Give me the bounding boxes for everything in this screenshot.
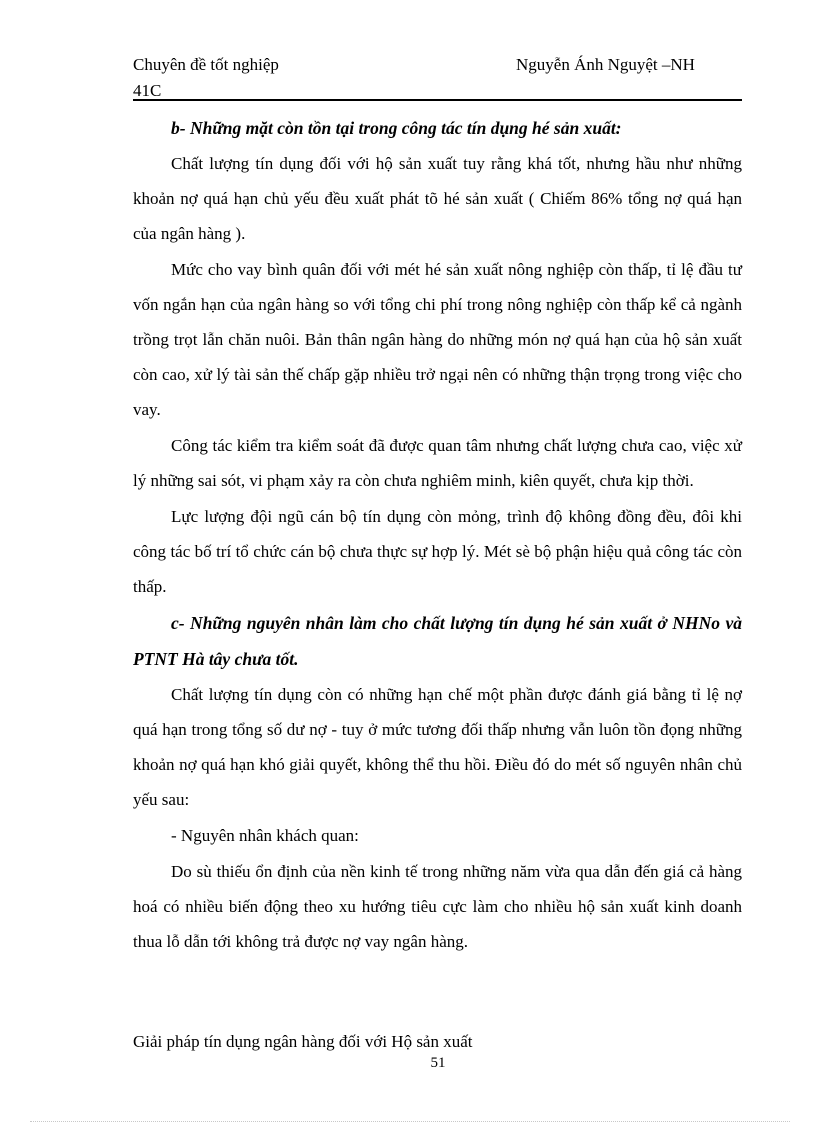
section-heading-c: c- Những nguyên nhân làm cho chất lượng tín dụng hé sản xuất ở NHNo và PTNT Hà tây chưa tốt. <box>133 613 742 669</box>
header-subject: Chuyên đề tốt nghiệp <box>133 55 279 74</box>
paragraph-inspection: Công tác kiểm tra kiểm soát đã được quan tâm nhưng chất lượng chưa cao, việc xử lý những sai sót, vi phạm xảy ra còn chưa nghiêm minh, kiên quyết, chưa kịp thời. <box>133 436 742 490</box>
section-heading-b: b- Những mặt còn tồn tại trong công tác tín dụng hé sản xuất: <box>171 118 622 138</box>
paragraph-credit-quality: Chất lượng tín dụng đối với hộ sản xuất tuy rằng khá tốt, nhưng hầu như những khoản nợ quá hạn chủ yếu đều xuất phát tõ hé sản xuất ( Chiếm 86% tổng nợ quá hạn của ngân hàng ). <box>133 154 742 243</box>
footer-title: Giải pháp tín dụng ngân hàng đối với Hộ sản xuất <box>133 1032 473 1051</box>
header-divider <box>133 99 742 101</box>
paragraph-overdue-ratio: Chất lượng tín dụng còn có những hạn chế một phần được đánh giá bằng tỉ lệ nợ quá hạn trong tổng số dư nợ - tuy ở mức tương đối thấp nhưng vẫn luôn tồn đọng những khoản nợ quá hạn khó giải quyết, không thể thu hồi. Điều đó do mét số nguyên nhân chủ yếu sau: <box>133 685 742 809</box>
header-class: 41C <box>133 81 162 100</box>
header-left <box>133 52 279 104</box>
page-bottom-border <box>30 1121 790 1122</box>
page-number: 51 <box>430 1055 446 1071</box>
document-body <box>133 110 742 960</box>
paragraph-economic-instability: Do sù thiếu ổn định của nền kinh tế trong những năm vừa qua dẫn đến giá cả hàng hoá có nhiều biến động theo xu hướng tiêu cực làm cho nhiều hộ sản xuất kinh doanh thua lỗ dẫn tới không trả được nợ vay ngân hàng. <box>133 862 742 951</box>
header-author: Nguyễn Ánh Nguyệt –NH <box>516 55 695 74</box>
list-item-objective-causes: - Nguyên nhân khách quan: <box>171 826 359 845</box>
paragraph-average-lending: Mức cho vay bình quân đối với mét hé sản xuất nông nghiệp còn thấp, tỉ lệ đầu tư vốn ngắn hạn của ngân hàng so với tổng chi phí trong nông nghiệp còn thấp kể cả ngành trồng trọt lẫn chăn nuôi. Bản thân ngân hàng do những món nợ quá hạn của hộ sản xuất còn cao, xử lý tài sản thế chấp gặp nhiều trở ngại nên có những thận trọng trong việc cho vay. <box>133 260 742 419</box>
paragraph-credit-staff: Lực lượng đội ngũ cán bộ tín dụng còn mỏng, trình độ không đồng đều, đôi khi công tác bố trí tổ chức cán bộ chưa thực sự hợp lý. Mét sè bộ phận hiệu quả công tác còn thấp. <box>133 507 742 596</box>
